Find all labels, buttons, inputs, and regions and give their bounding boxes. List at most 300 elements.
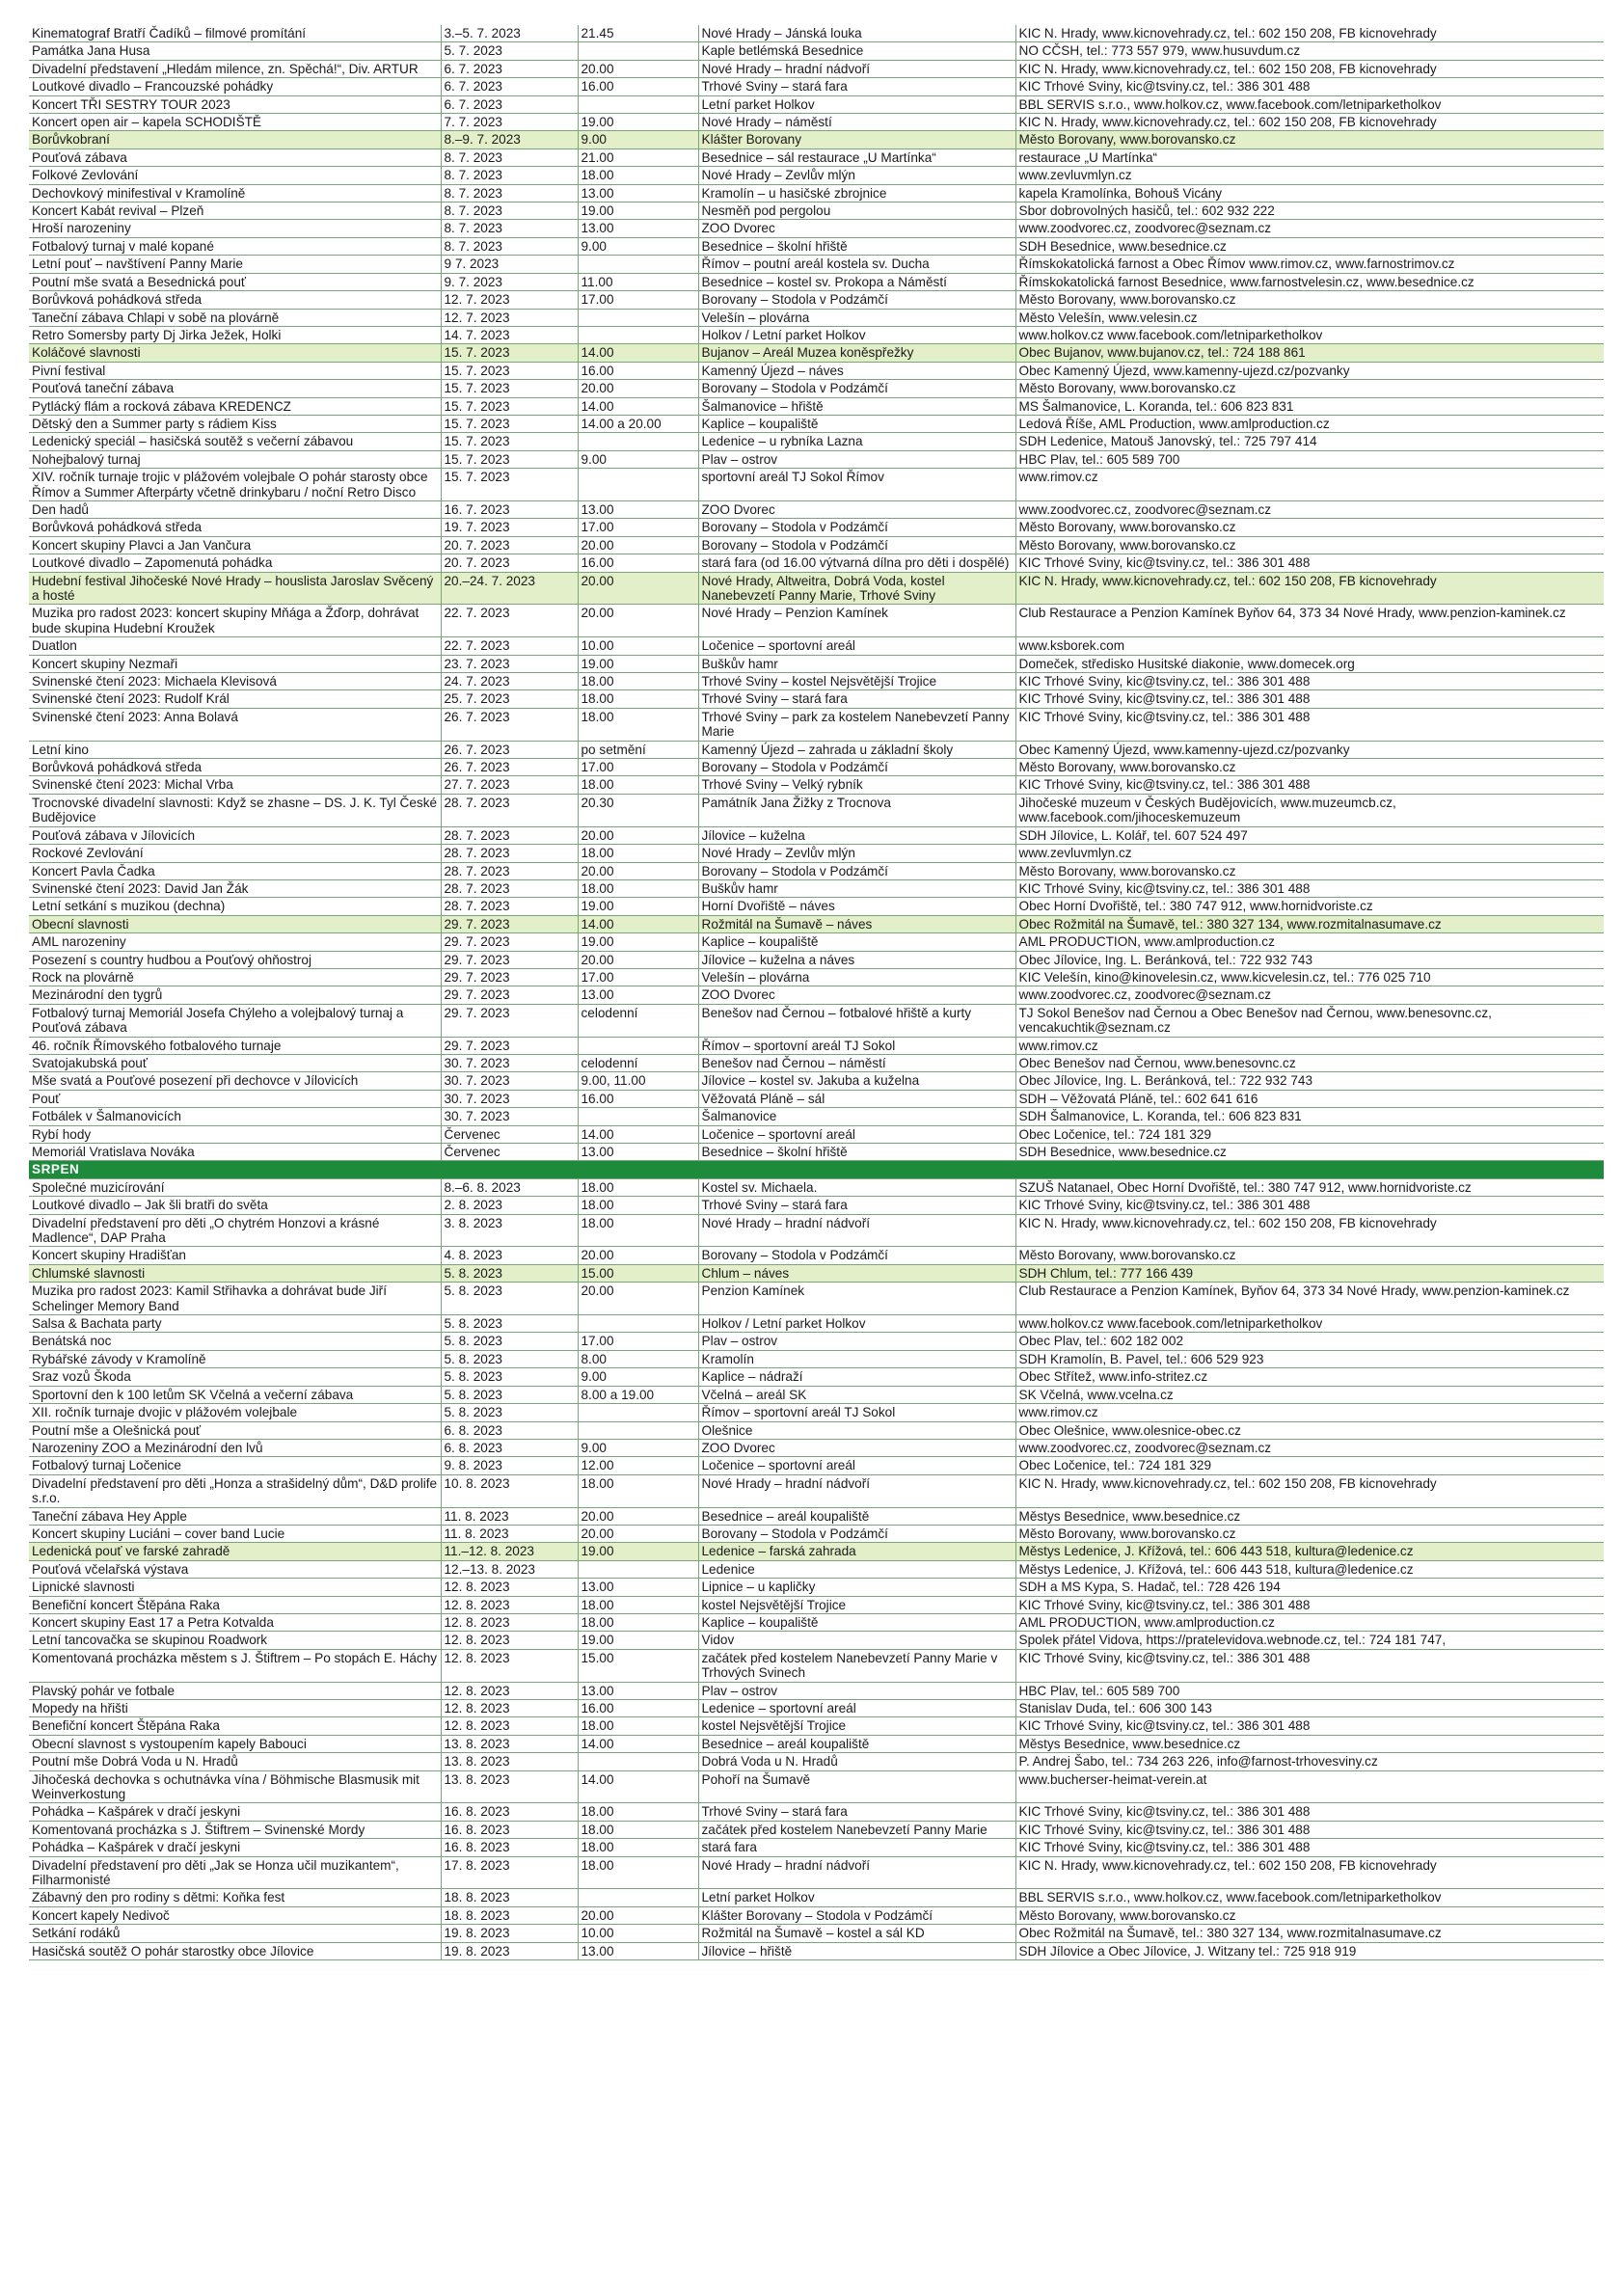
event-date: 19. 8. 2023 <box>441 1942 578 1959</box>
event-row <box>29 203 1604 220</box>
event-contact: SDH Besednice, www.besednice.cz <box>1015 1144 1604 1161</box>
event-place: Trhové Sviny – stará fara <box>698 78 1015 95</box>
event-place: Trhové Sviny – park za kostelem Nanebevzetí Panny Marie <box>698 708 1015 741</box>
event-contact: www.rimov.cz <box>1015 469 1604 501</box>
event-row <box>29 690 1604 708</box>
event-contact: Město Borovany, www.borovansko.cz <box>1015 759 1604 776</box>
event-place: Besednice – areál koupaliště <box>698 1735 1015 1752</box>
event-contact: KIC Trhové Sviny, kic@tsviny.cz, tel.: 386 301 488 <box>1015 1821 1604 1838</box>
event-name: Obecní slavnost s vystoupením kapely Babouci <box>29 1735 441 1752</box>
event-row <box>29 380 1604 397</box>
event-date: 5. 8. 2023 <box>441 1404 578 1421</box>
event-name: Den hadů <box>29 500 441 518</box>
event-contact: Město Borovany, www.borovansko.cz <box>1015 131 1604 149</box>
event-name: Fotbalový turnaj Ločenice <box>29 1457 441 1474</box>
event-contact: Římskokatolická farnost Besednice, www.farnostvelesin.cz, www.besednice.cz <box>1015 273 1604 290</box>
event-row <box>29 1247 1604 1264</box>
event-row <box>29 1596 1604 1613</box>
event-date: 20. 7. 2023 <box>441 554 578 572</box>
event-date: 6. 7. 2023 <box>441 60 578 77</box>
event-contact: Domeček, středisko Husitské diakonie, www.domecek.org <box>1015 655 1604 672</box>
event-place: Nové Hrady – Zevlův mlýn <box>698 167 1015 184</box>
event-row <box>29 1439 1604 1456</box>
event-row <box>29 655 1604 672</box>
event-time: 18.00 <box>578 167 698 184</box>
event-name: Taneční zábava Hey Apple <box>29 1507 441 1525</box>
event-contact: KIC N. Hrady, www.kicnovehrady.cz, tel.: 602 150 208, FB kicnovehrady <box>1015 114 1604 131</box>
event-time: celodenní <box>578 1004 698 1037</box>
event-place: Borovany – Stodola v Podzámčí <box>698 380 1015 397</box>
event-name: Společné muzicírování <box>29 1178 441 1196</box>
event-contact: Město Borovany, www.borovansko.cz <box>1015 862 1604 879</box>
event-date: 29. 7. 2023 <box>441 1037 578 1054</box>
event-date: 20.–24. 7. 2023 <box>441 572 578 605</box>
event-contact: KIC Trhové Sviny, kic@tsviny.cz, tel.: 386 301 488 <box>1015 1197 1604 1214</box>
event-date: 12. 7. 2023 <box>441 309 578 326</box>
event-date: 16. 7. 2023 <box>441 500 578 518</box>
event-row <box>29 1906 1604 1924</box>
event-contact: www.zevluvmlyn.cz <box>1015 167 1604 184</box>
event-name: Koláčové slavnosti <box>29 344 441 362</box>
event-place: Včelná – areál SK <box>698 1386 1015 1403</box>
event-date: 11. 8. 2023 <box>441 1507 578 1525</box>
event-name: XIV. ročník turnaje trojic v plážovém volejbale O pohár starosty obce Římov a Summer Afterpárty včetně drinkybaru / noční Retro Disco <box>29 469 441 501</box>
event-contact: Club Restaurace a Penzion Kamínek, Byňov 64, 373 34 Nové Hrady, www.penzion-kaminek.cz <box>1015 1283 1604 1315</box>
event-time: 16.00 <box>578 554 698 572</box>
event-contact: KIC N. Hrady, www.kicnovehrady.cz, tel.: 602 150 208, FB kicnovehrady <box>1015 572 1604 605</box>
event-time <box>578 469 698 501</box>
event-contact: Město Borovany, www.borovansko.cz <box>1015 291 1604 309</box>
event-date: 22. 7. 2023 <box>441 637 578 655</box>
event-name: Koncert skupiny East 17 a Petra Kotvalda <box>29 1613 441 1631</box>
event-time: 15.00 <box>578 1649 698 1682</box>
event-row <box>29 397 1604 415</box>
event-date: 5. 8. 2023 <box>441 1264 578 1282</box>
event-contact: TJ Sokol Benešov nad Černou a Obec Benešov nad Černou, www.benesovnc.cz, vencakuchtik@seznam.cz <box>1015 1004 1604 1037</box>
event-contact: KIC N. Hrady, www.kicnovehrady.cz, tel.: 602 150 208, FB kicnovehrady <box>1015 25 1604 42</box>
event-place: Jílovice – kuželna <box>698 826 1015 844</box>
event-date: 8. 7. 2023 <box>441 167 578 184</box>
event-place: Velešín – plovárna <box>698 309 1015 326</box>
event-contact: KIC Trhové Sviny, kic@tsviny.cz, tel.: 386 301 488 <box>1015 1717 1604 1735</box>
event-name: Sraz vozů Škoda <box>29 1368 441 1386</box>
event-name: Svinenské čtení 2023: David Jan Žák <box>29 879 441 897</box>
event-place: Buškův hamr <box>698 655 1015 672</box>
event-name: 46. ročník Římovského fotbalového turnaje <box>29 1037 441 1054</box>
event-time: 13.00 <box>578 1942 698 1959</box>
event-date: 28. 7. 2023 <box>441 845 578 862</box>
event-date: 27. 7. 2023 <box>441 776 578 794</box>
event-name: Koncert skupiny Plavci a Jan Vančura <box>29 536 441 554</box>
event-place: ZOO Dvorec <box>698 220 1015 237</box>
event-name: Borůvková pohádková středa <box>29 519 441 536</box>
event-place: Věžovatá Pláně – sál <box>698 1090 1015 1107</box>
event-place: Nové Hrady – náměstí <box>698 114 1015 131</box>
event-row <box>29 326 1604 343</box>
event-place: Kramolín <box>698 1350 1015 1367</box>
event-place: Besednice – sál restaurace „U Martínka“ <box>698 149 1015 166</box>
event-time: 20.00 <box>578 1283 698 1315</box>
event-contact: SZUŠ Natanael, Obec Horní Dvořiště, tel.: 380 747 912, www.hornidvoriste.cz <box>1015 1178 1604 1196</box>
event-place: Šalmanovice <box>698 1108 1015 1125</box>
event-contact: www.zoodvorec.cz, zoodvorec@seznam.cz <box>1015 986 1604 1004</box>
event-contact: Město Borovany, www.borovansko.cz <box>1015 380 1604 397</box>
events-table-body <box>29 25 1604 1960</box>
event-row <box>29 95 1604 113</box>
event-row <box>29 1457 1604 1474</box>
event-time: 18.00 <box>578 845 698 862</box>
event-name: Nohejbalový turnaj <box>29 450 441 468</box>
event-contact: KIC Velešín, kino@kinovelesin.cz, www.kicvelesin.cz, tel.: 776 025 710 <box>1015 968 1604 986</box>
event-time: 14.00 <box>578 1770 698 1803</box>
event-time <box>578 256 698 273</box>
event-contact: KIC Trhové Sviny, kic@tsviny.cz, tel.: 386 301 488 <box>1015 690 1604 708</box>
event-name: Poutní mše Dobrá Voda u N. Hradů <box>29 1753 441 1770</box>
event-contact: www.rimov.cz <box>1015 1404 1604 1421</box>
event-row <box>29 1474 1604 1507</box>
event-row <box>29 708 1604 741</box>
event-place: Lipnice – u kapličky <box>698 1579 1015 1596</box>
event-place: Římov – sportovní areál TJ Sokol <box>698 1037 1015 1054</box>
event-contact: Obec Kamenný Újezd, www.kamenny-ujezd.cz/pozvanky <box>1015 362 1604 379</box>
event-row <box>29 1178 1604 1196</box>
event-row <box>29 673 1604 690</box>
event-name: Narozeniny ZOO a Mezinárodní den lvů <box>29 1439 441 1456</box>
event-date: 6. 7. 2023 <box>441 78 578 95</box>
event-time <box>578 1315 698 1333</box>
event-name: Pouťová včelařská výstava <box>29 1560 441 1578</box>
event-row <box>29 131 1604 149</box>
event-place: Borovany – Stodola v Podzámčí <box>698 1247 1015 1264</box>
event-name: Pohádka – Kašpárek v dračí jeskyni <box>29 1839 441 1856</box>
event-time: 18.00 <box>578 1613 698 1631</box>
event-date: 9. 8. 2023 <box>441 1457 578 1474</box>
event-contact: Stanislav Duda, tel.: 606 300 143 <box>1015 1700 1604 1717</box>
event-contact: Obec Jílovice, Ing. L. Beránková, tel.: 722 932 743 <box>1015 1072 1604 1090</box>
event-name: Borůvkobraní <box>29 131 441 149</box>
event-date: 28. 7. 2023 <box>441 862 578 879</box>
event-time <box>578 95 698 113</box>
event-row <box>29 362 1604 379</box>
event-name: Pouť <box>29 1090 441 1107</box>
event-row <box>29 1421 1604 1439</box>
event-contact: KIC N. Hrady, www.kicnovehrady.cz, tel.: 602 150 208, FB kicnovehrady <box>1015 60 1604 77</box>
event-name: Loutkové divadlo – Francouzské pohádky <box>29 78 441 95</box>
event-place: Trhové Sviny – stará fara <box>698 690 1015 708</box>
event-row <box>29 1333 1604 1350</box>
event-time: 19.00 <box>578 933 698 951</box>
event-date: 28. 7. 2023 <box>441 826 578 844</box>
event-contact: www.rimov.cz <box>1015 1037 1604 1054</box>
event-time: 18.00 <box>578 708 698 741</box>
event-name: AML narozeniny <box>29 933 441 951</box>
event-row <box>29 741 1604 758</box>
event-name: Hasičská soutěž O pohár starostky obce Jílovice <box>29 1942 441 1959</box>
event-contact: HBC Plav, tel.: 605 589 700 <box>1015 1682 1604 1699</box>
event-time: 9.00 <box>578 237 698 255</box>
event-place: Nové Hrady, Altweitra, Dobrá Voda, kostel Nanebevzetí Panny Marie, Trhové Sviny <box>698 572 1015 605</box>
event-name: Letní tancovačka se skupinou Roadwork <box>29 1632 441 1649</box>
event-row <box>29 291 1604 309</box>
event-name: Rockové Zevlování <box>29 845 441 862</box>
event-contact: KIC N. Hrady, www.kicnovehrady.cz, tel.: 602 150 208, FB kicnovehrady <box>1015 1214 1604 1247</box>
event-date: 5. 8. 2023 <box>441 1333 578 1350</box>
event-time: 8.00 a 19.00 <box>578 1386 698 1403</box>
event-row <box>29 1543 1604 1560</box>
event-date: 7. 7. 2023 <box>441 114 578 131</box>
event-date: 8.–6. 8. 2023 <box>441 1178 578 1196</box>
event-name: Koncert kapely Nedivoč <box>29 1906 441 1924</box>
event-name: Letní setkání s muzikou (dechna) <box>29 898 441 915</box>
event-row <box>29 344 1604 362</box>
event-time: 18.00 <box>578 1856 698 1889</box>
event-name: Poutní mše svatá a Besednická pouť <box>29 273 441 290</box>
event-contact: Obec Plav, tel.: 602 182 002 <box>1015 1333 1604 1350</box>
event-time: 17.00 <box>578 291 698 309</box>
event-row <box>29 1753 1604 1770</box>
event-time: celodenní <box>578 1054 698 1071</box>
event-time: 8.00 <box>578 1350 698 1367</box>
event-name: Mopedy na hřišti <box>29 1700 441 1717</box>
event-contact: SDH Jílovice a Obec Jílovice, J. Witzany tel.: 725 918 919 <box>1015 1942 1604 1959</box>
event-time: 17.00 <box>578 1333 698 1350</box>
event-place: Benešov nad Černou – náměstí <box>698 1054 1015 1071</box>
event-date: 19. 8. 2023 <box>441 1925 578 1942</box>
event-name: Pouťová zábava <box>29 149 441 166</box>
event-contact: Městys Besednice, www.besednice.cz <box>1015 1507 1604 1525</box>
event-contact: Club Restaurace a Penzion Kamínek Byňov 64, 373 34 Nové Hrady, www.penzion-kaminek.cz <box>1015 605 1604 637</box>
event-time <box>578 42 698 60</box>
event-contact: Římskokatolická farnost a Obec Římov www.rimov.cz, www.farnostrimov.cz <box>1015 256 1604 273</box>
event-date: 5. 8. 2023 <box>441 1350 578 1367</box>
event-name: Památka Jana Husa <box>29 42 441 60</box>
event-place: Velešín – plovárna <box>698 968 1015 986</box>
event-place: Borovany – Stodola v Podzámčí <box>698 291 1015 309</box>
event-time: 11.00 <box>578 273 698 290</box>
event-time: 10.00 <box>578 637 698 655</box>
event-row <box>29 273 1604 290</box>
event-time: 20.00 <box>578 826 698 844</box>
event-time: 14.00 <box>578 1125 698 1143</box>
event-row <box>29 1214 1604 1247</box>
event-name: Taneční zábava Chlapi v sobě na plovárně <box>29 309 441 326</box>
event-time: po setmění <box>578 741 698 758</box>
event-row <box>29 1350 1604 1367</box>
event-row <box>29 915 1604 932</box>
event-row <box>29 167 1604 184</box>
event-time: 13.00 <box>578 1682 698 1699</box>
event-row <box>29 1004 1604 1037</box>
event-name: Svinenské čtení 2023: Michal Vrba <box>29 776 441 794</box>
event-row <box>29 500 1604 518</box>
event-time: 13.00 <box>578 1144 698 1161</box>
event-name: Rybářské závody v Kramolíně <box>29 1350 441 1367</box>
event-time: 16.00 <box>578 78 698 95</box>
event-name: Posezení s country hudbou a Pouťový ohňostroj <box>29 951 441 968</box>
event-place: Horní Dvořiště – náves <box>698 898 1015 915</box>
event-row <box>29 1560 1604 1578</box>
event-contact: www.zevluvmlyn.cz <box>1015 845 1604 862</box>
event-contact: KIC Trhové Sviny, kic@tsviny.cz, tel.: 386 301 488 <box>1015 1649 1604 1682</box>
event-place: kostel Nejsvětější Trojice <box>698 1717 1015 1735</box>
event-time: 18.00 <box>578 1178 698 1196</box>
event-date: 12.–13. 8. 2023 <box>441 1560 578 1578</box>
event-name: Ledenická pouť ve farské zahradě <box>29 1543 441 1560</box>
event-name: Hroší narozeniny <box>29 220 441 237</box>
event-contact: SDH Kramolín, B. Pavel, tel.: 606 529 923 <box>1015 1350 1604 1367</box>
event-time: 21.45 <box>578 25 698 42</box>
event-place: Kaplice – koupaliště <box>698 1613 1015 1631</box>
event-date: 3. 8. 2023 <box>441 1214 578 1247</box>
event-name: Folkové Zevlování <box>29 167 441 184</box>
event-time: 20.00 <box>578 1247 698 1264</box>
event-place: Kaple betlémská Besednice <box>698 42 1015 60</box>
event-date: 12. 8. 2023 <box>441 1613 578 1631</box>
event-row <box>29 554 1604 572</box>
event-row <box>29 60 1604 77</box>
event-row <box>29 1856 1604 1889</box>
event-place: Jílovice – hřiště <box>698 1942 1015 1959</box>
event-place: Rožmitál na Šumavě – náves <box>698 915 1015 932</box>
event-time: 9.00 <box>578 1368 698 1386</box>
event-row <box>29 220 1604 237</box>
event-place: Římov – poutní areál kostela sv. Ducha <box>698 256 1015 273</box>
event-contact: www.zoodvorec.cz, zoodvorec@seznam.cz <box>1015 1439 1604 1456</box>
event-time <box>578 1108 698 1125</box>
event-row <box>29 1090 1604 1107</box>
event-place: Kramolín – u hasičské zbrojnice <box>698 184 1015 202</box>
event-time: 18.00 <box>578 673 698 690</box>
event-date: 5. 8. 2023 <box>441 1283 578 1315</box>
event-name: Svatojakubská pouť <box>29 1054 441 1071</box>
event-place: Ledenice – u rybníka Lazna <box>698 433 1015 450</box>
event-name: Svinenské čtení 2023: Michaela Klevisová <box>29 673 441 690</box>
event-time <box>578 1421 698 1439</box>
event-date: 12. 8. 2023 <box>441 1632 578 1649</box>
event-time: 10.00 <box>578 1925 698 1942</box>
event-row <box>29 450 1604 468</box>
event-place: Olešnice <box>698 1421 1015 1439</box>
event-place: Kostel sv. Michaela. <box>698 1178 1015 1196</box>
event-time: 19.00 <box>578 1632 698 1649</box>
event-row <box>29 1839 1604 1856</box>
event-date: 16. 8. 2023 <box>441 1821 578 1838</box>
event-place: Trhové Sviny – kostel Nejsvětější Trojice <box>698 673 1015 690</box>
event-date: 9 7. 2023 <box>441 256 578 273</box>
event-date: 29. 7. 2023 <box>441 933 578 951</box>
event-time <box>578 1889 698 1906</box>
event-place: Borovany – Stodola v Podzámčí <box>698 862 1015 879</box>
event-contact: AML PRODUCTION, www.amlproduction.cz <box>1015 933 1604 951</box>
event-place: Buškův hamr <box>698 879 1015 897</box>
event-contact: Obec Jílovice, Ing. L. Beránková, tel.: 722 932 743 <box>1015 951 1604 968</box>
event-time: 14.00 <box>578 1735 698 1752</box>
event-time <box>578 1753 698 1770</box>
event-contact: Město Borovany, www.borovansko.cz <box>1015 1906 1604 1924</box>
event-name: Loutkové divadlo – Jak šli bratři do světa <box>29 1197 441 1214</box>
event-name: Koncert Kabát revival – Plzeň <box>29 203 441 220</box>
event-name: Fotbalový turnaj Memoriál Josefa Chýleho a volejbalový turnaj a Pouťová zábava <box>29 1004 441 1037</box>
event-time: 20.00 <box>578 380 698 397</box>
event-time: 16.00 <box>578 362 698 379</box>
event-place: Pohoří na Šumavě <box>698 1770 1015 1803</box>
event-row <box>29 637 1604 655</box>
event-row <box>29 1821 1604 1838</box>
event-place: Kaplice – koupaliště <box>698 933 1015 951</box>
event-row <box>29 1632 1604 1649</box>
event-date: 30. 7. 2023 <box>441 1054 578 1071</box>
event-contact: KIC Trhové Sviny, kic@tsviny.cz, tel.: 386 301 488 <box>1015 1839 1604 1856</box>
event-date: 8. 7. 2023 <box>441 203 578 220</box>
event-row <box>29 933 1604 951</box>
event-row <box>29 1770 1604 1803</box>
event-contact: SDH – Věžovatá Pláně, tel.: 602 641 616 <box>1015 1090 1604 1107</box>
event-contact: restaurace „U Martínka“ <box>1015 149 1604 166</box>
event-place: Nové Hrady – hradní nádvoří <box>698 1474 1015 1507</box>
event-contact: NO CČSH, tel.: 773 557 979, www.husuvdum.cz <box>1015 42 1604 60</box>
event-contact: kapela Kramolínka, Bohouš Vicány <box>1015 184 1604 202</box>
event-name: Divadelní představení „Hledám milence, zn. Spěchá!“, Div. ARTUR <box>29 60 441 77</box>
event-date: 15. 7. 2023 <box>441 380 578 397</box>
event-name: Pouťová taneční zábava <box>29 380 441 397</box>
event-place: Kamenný Újezd – náves <box>698 362 1015 379</box>
event-row <box>29 25 1604 42</box>
event-contact: Městys Ledenice, J. Křížová, tel.: 606 443 518, kultura@ledenice.cz <box>1015 1560 1604 1578</box>
events-table <box>29 25 1604 1960</box>
event-contact: Město Borovany, www.borovansko.cz <box>1015 519 1604 536</box>
event-place: Plav – ostrov <box>698 1333 1015 1350</box>
event-time: 18.00 <box>578 776 698 794</box>
event-row <box>29 1283 1604 1315</box>
event-place: Chlum – náves <box>698 1264 1015 1282</box>
event-time: 19.00 <box>578 203 698 220</box>
event-time: 19.00 <box>578 655 698 672</box>
event-place: Ločenice – sportovní areál <box>698 1125 1015 1143</box>
event-contact: Město Velešín, www.velesin.cz <box>1015 309 1604 326</box>
event-time: 18.00 <box>578 879 698 897</box>
event-name: Setkání rodáků <box>29 1925 441 1942</box>
event-name: Borůvková pohádková středa <box>29 759 441 776</box>
event-contact: Městys Besednice, www.besednice.cz <box>1015 1735 1604 1752</box>
event-row <box>29 605 1604 637</box>
event-name: Hudební festival Jihočeské Nové Hrady – houslista Jaroslav Svěcený a hosté <box>29 572 441 605</box>
event-place: Ledenice – farská zahrada <box>698 1543 1015 1560</box>
event-date: 30. 7. 2023 <box>441 1108 578 1125</box>
event-time <box>578 1560 698 1578</box>
event-contact: KIC Trhové Sviny, kic@tsviny.cz, tel.: 386 301 488 <box>1015 1596 1604 1613</box>
event-name: Pytlácký flám a rocková zábava KREDENCZ <box>29 397 441 415</box>
event-date: 12. 8. 2023 <box>441 1717 578 1735</box>
event-date: 18. 8. 2023 <box>441 1889 578 1906</box>
event-place: Besednice – školní hřiště <box>698 237 1015 255</box>
event-name: Fotbalový turnaj v malé kopané <box>29 237 441 255</box>
event-time: 13.00 <box>578 184 698 202</box>
event-time: 20.00 <box>578 60 698 77</box>
event-place: Trhové Sviny – Velký rybník <box>698 776 1015 794</box>
event-date: 15. 7. 2023 <box>441 415 578 432</box>
event-row <box>29 1386 1604 1403</box>
event-date: 15. 7. 2023 <box>441 450 578 468</box>
event-contact: Město Borovany, www.borovansko.cz <box>1015 1525 1604 1542</box>
event-time: 20.00 <box>578 1525 698 1542</box>
event-contact: www.bucherser-heimat-verein.at <box>1015 1770 1604 1803</box>
event-date: 24. 7. 2023 <box>441 673 578 690</box>
event-date: 16. 8. 2023 <box>441 1803 578 1821</box>
event-place: Borovany – Stodola v Podzámčí <box>698 759 1015 776</box>
event-time: 19.00 <box>578 114 698 131</box>
event-date: 11. 8. 2023 <box>441 1525 578 1542</box>
event-row <box>29 1525 1604 1542</box>
